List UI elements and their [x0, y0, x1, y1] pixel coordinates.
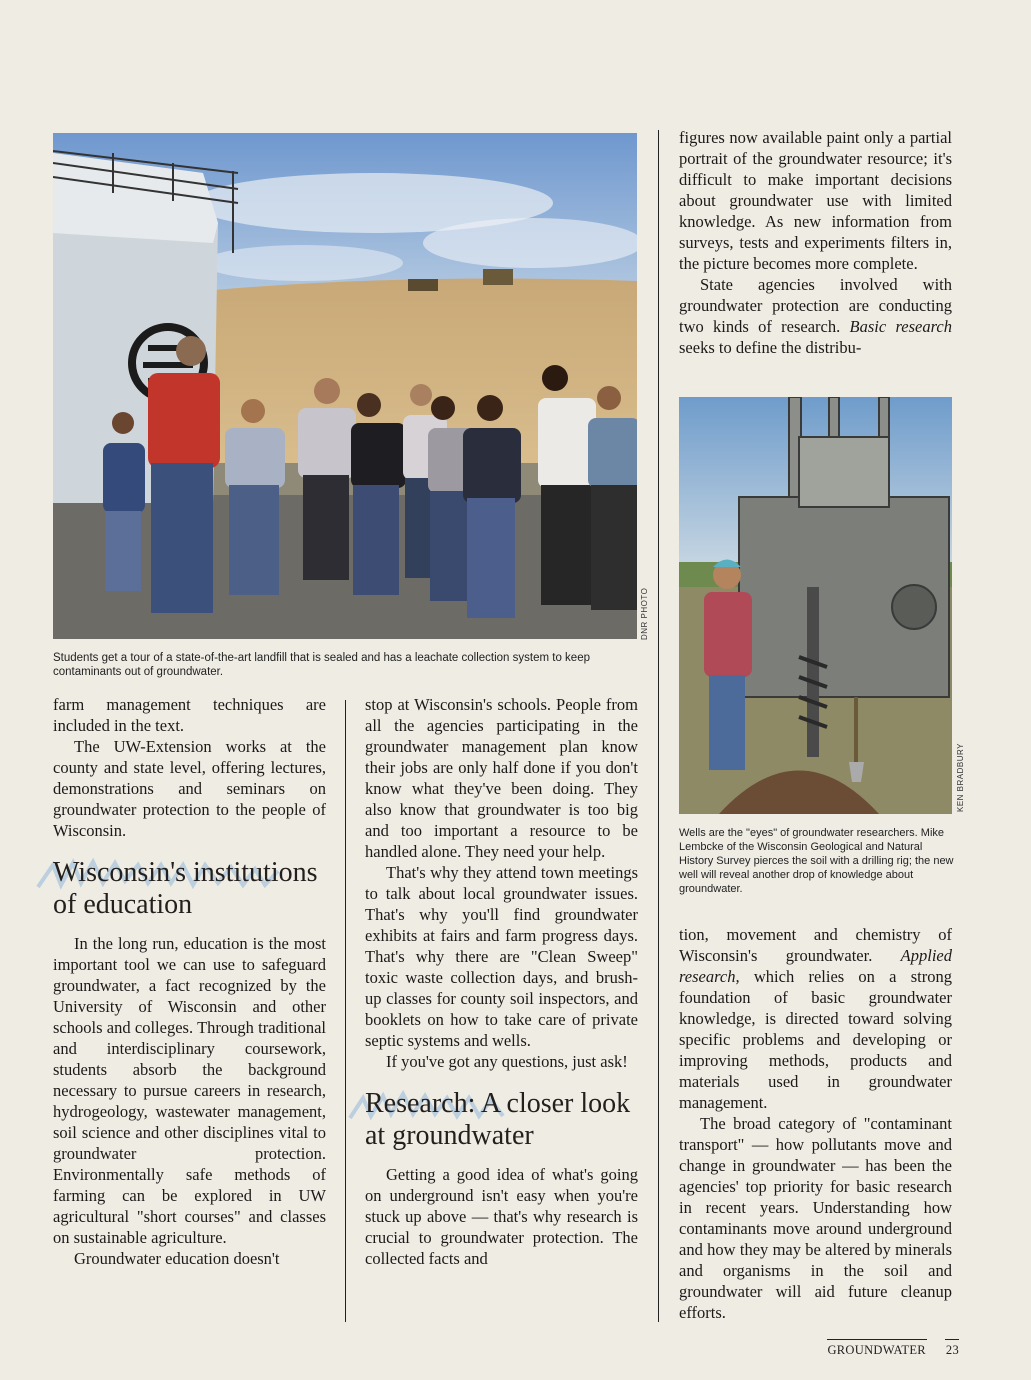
page-footer [827, 1343, 959, 1358]
footer-rule [827, 1339, 927, 1340]
paragraph: farm management techniques are included in the text. [53, 695, 326, 735]
paragraph: stop at Wisconsin's schools. People from all the agencies participating in the groundwater management plan know their jobs are only half done if you don't know what they've been doing. They also know that groundwater is too big and too important a resource to be handled alone. They need your help. [365, 695, 638, 861]
article-column-2 [365, 694, 638, 1269]
paragraph: figures now available paint only a partial portrait of the groundwater resource; it's difficult to make important decisions about groundwater use with limited knowledge. As new information from surveys, tests and experiments filters in, the picture becomes more complete. [679, 128, 952, 273]
paragraph: If you've got any questions, just ask! [386, 1052, 628, 1071]
paragraph: The broad category of "contaminant transport" — how pollutants move and change in groundwater — has been the agencies' top priority for basic research in recent years. Understanding how contaminants move around underground and how they may be altered by minerals and organisms in the soil and groundwater will aid future cleanup efforts. [679, 1114, 952, 1322]
article-column-3-bottom [679, 924, 952, 1323]
photo-caption-landfill: Students get a tour of a state-of-the-art landfill that is sealed and has a leachate collection system to keep contaminants out of groundwater. [53, 652, 590, 678]
paragraph: Getting a good idea of what's going on underground isn't easy when you're stuck up above — that's why research is crucial to groundwater protection. The collected facts and [365, 1165, 638, 1268]
page-number-rule [945, 1339, 959, 1340]
section-heading-education: Wisconsin's institutions of education [53, 857, 326, 921]
publication-name: GROUNDWATER [827, 1343, 926, 1357]
section-heading-research: Research: A closer look at groundwater [365, 1088, 638, 1152]
paragraph: tion, movement and chemistry of Wisconsin's groundwater. Applied research, which relies on a strong foundation of basic groundwater knowledge, is directed toward solving specific problems and developing or improving methods, products and materials used in groundwater management. [679, 925, 952, 1112]
paragraph: The UW-Extension works at the county and state level, offering lectures, demonstrations and seminars on groundwater protection to the people of Wisconsin. [53, 737, 326, 840]
photo-caption-drilling: Wells are the "eyes" of groundwater researchers. Mike Lembcke of the Wisconsin Geological and Natural History Survey pierces the soil with a drilling rig; the new well will reveal another drop of knowledge about groundwater. [679, 827, 954, 895]
paragraph: That's why they attend town meetings to talk about local groundwater issues. That's why you'll find groundwater exhibits at fairs and farm progress days. That's why there are "Clean Sweep" toxic waste collection days, and brush-up classes for county soil inspectors, and booklets on how to take care of private septic systems and wells. [365, 863, 638, 1050]
column-rule-2 [658, 130, 659, 1322]
landfill-tour-photo [53, 133, 637, 639]
article-column-3-top [679, 127, 952, 358]
drilling-rig-photo [679, 397, 952, 814]
article-column-1 [53, 694, 326, 1269]
paragraph: Groundwater education doesn't [74, 1249, 280, 1268]
paragraph: State agencies involved with groundwater protection are conducting two kinds of research. Basic research seeks to define the distribu- [679, 275, 952, 357]
page-number: 23 [945, 1343, 959, 1357]
column-rule-1 [345, 700, 346, 1322]
paragraph: In the long run, education is the most important tool we can use to safeguard groundwater, a fact recognized by the University of Wisconsin and other schools and colleges. Through traditional and interdisciplinary coursework, students absorb the background necessary to pursue careers in research, hydrogeology, wastewater management, soil science and other disciplines vital to groundwater protection. Environmentally safe methods of farming can be explored in UW agricultural "short courses" and classes on sustainable agriculture. [53, 934, 326, 1247]
